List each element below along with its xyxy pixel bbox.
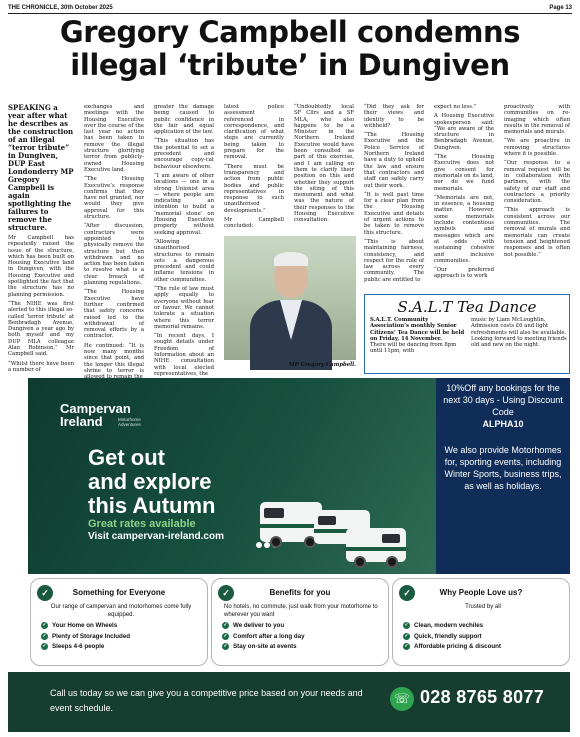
article-paragraph: A Housing Executive spokesperson said: “We are aware of the structure in Benbradagh Avenue, Dungiven. (434, 113, 494, 151)
discount-code: ALPHA10 (482, 419, 524, 429)
feature-item: ✓ Stay on-site at events (222, 642, 382, 653)
ad-headline-line: and explore (88, 469, 212, 494)
offer-description: 10%Off any bookings for the next 30 days - Using Discount Code (443, 383, 563, 417)
feature-item: ✓ Quick, friendly support (403, 632, 563, 643)
article-lead: SPEAKING a year after what he describes as the construction of an illegal “terror tribute” in Dungiven, DUP East Londonderry MP Gregory Campbell is again spotlighting the failures to remove the structure. (8, 103, 74, 232)
publication-name: THE CHRONICLE, 30th October 2025 (8, 5, 113, 11)
offer-text (442, 382, 564, 430)
van-wheel (386, 556, 398, 568)
portrait-photo (224, 236, 356, 360)
article-paragraph: Mr Campbell has repeatedly raised the issue of the structure, which has been built on Housing Executive land in Dungiven, with the Housing Executive and spotlighted the fact that the structure has no planning permission. (8, 235, 74, 298)
article-paragraph: “After discussion, contractors were appointed to physically remove the structure but then withdrawn and no action has been taken to resolve what is a clear breach of planning regulations. (84, 223, 144, 287)
article-paragraph: expect no less.” (434, 104, 477, 110)
ad-rates: Great rates available (88, 518, 196, 530)
check-icon: ✓ (399, 585, 415, 601)
article-column-5 (294, 104, 354, 234)
van-wheel (354, 556, 366, 568)
article-column-7 (434, 104, 494, 292)
salt-title: S.A.L.T Tea Dance (397, 298, 537, 316)
logo-line-2: Ireland (60, 414, 103, 429)
article-paragraph: “It is well past time for a clear plan from the Housing Executive and details of urgent actions to be taken to remove this structure. (364, 191, 424, 236)
article-paragraph: “Whilst there have been a number of (8, 360, 74, 373)
article-paragraph: “We are proactive in removing structures where it is possible. (504, 138, 570, 158)
feature-list (41, 621, 201, 653)
van-stripe (260, 524, 322, 528)
article-paragraph: “The Housing Executive have further confirmed that safety concerns raised led to the withdrawal of removal efforts by a contractor. (84, 289, 144, 340)
offer-services: We also provide Motorhomes for, sporting events, including Winter Sports, business trips, as well as holidays. (444, 445, 562, 491)
logo-tagline: Motorhome Adventures (118, 417, 141, 427)
check-icon: ✓ (37, 585, 53, 601)
article-column-3 (154, 104, 214, 377)
portrait-hair (274, 252, 308, 266)
feature-card-why-people-love-us (392, 578, 570, 666)
article-paragraph: “In recent days, I sought details under Freedom of Information about an NIHE consultation with local elected representatives, the (154, 333, 214, 377)
feature-card-something-for-everyone (30, 578, 208, 666)
article-paragraph: “Memorials are not, in essence, a housing matter. However, some memorials include contentious symbols and messages which are at odds with sustaining cohesive and inclusive communities. (434, 194, 494, 264)
article-paragraph: “The rule of law must apply equally to everyone without fear or favour. We cannot tolerate a situation where this terror memorial remains. (154, 286, 214, 330)
feature-card-intro: Trusted by all (465, 604, 501, 610)
article-paragraph: “Did they ask for their views and identity to be withheld? (364, 104, 424, 129)
salt-text: Looking forward to meeting friends old and new on the night. (471, 335, 567, 349)
campervan-ireland-logo (60, 401, 141, 429)
page-number: Page 13 (549, 5, 572, 11)
salt-tea-dance-box (364, 294, 570, 374)
article-column-6 (364, 104, 424, 292)
footer-call-to-action: Call us today so we can give you a competitive price based on your needs and event schedule. (50, 688, 363, 713)
van-window (318, 516, 336, 525)
campervan-ad-banner (28, 378, 436, 574)
feature-item: ✓ Comfort after a long day (222, 632, 382, 643)
feature-item: ✓ Plenty of Storage Included (41, 632, 201, 643)
feature-item: ✓ We deliver to you (222, 621, 382, 632)
feature-card-benefits (211, 578, 389, 666)
headline-line-1: Gregory Campbell condemns (59, 15, 521, 49)
phone-number[interactable]: 028 8765 8077 (420, 687, 545, 707)
feature-item: ✓ Clean, modern vechiles (403, 621, 563, 632)
salt-text: music by Liam McLoughlin. (471, 317, 546, 323)
article-paragraph: “Our preferred approach is to work (434, 267, 494, 280)
ad-headline-line: Get out (88, 445, 165, 470)
article-paragraph: “This situation has the potential to set a precedent and encourage copy-cat behaviour elsewhere. (154, 138, 214, 170)
article-column-8 (504, 104, 570, 292)
salt-column-right (471, 317, 567, 348)
article-paragraph: “The Housing Executive does not give consent for memorials on its land, nor do we fund memorials. (434, 154, 494, 192)
article-paragraph: “Undoubtedly local SF Cllrs and a SF MLA, who also happens to be a Minister in the Northern Ireland Executive would have been consulted as part of this exercise, and I am calling on them to clarify their position on this and whether they support the siting of this monument and what was the nature of their responses to the Housing Executive consultation. (294, 104, 354, 224)
article-paragraph: greater the damage being caused to public confidence in the fair and equal application of the law. (154, 104, 214, 136)
ad-visit-line (88, 531, 224, 542)
ad-offer-panel (436, 378, 570, 574)
feature-card-title: Why People Love us? (439, 588, 523, 597)
article-paragraph: “The NIHE was first alerted to this illegal so-called ‘terror tribute’ at Benbradagh Avenue, Dungiven a year ago by both myself and my DUP MLA colleague Alan Robinson,” Mr Campbell said. (8, 300, 74, 358)
ad-visit-label: Visit (88, 531, 109, 542)
feature-item: ✓ Your Home on Wheels (41, 621, 201, 632)
photo-caption: MP Gregory Campbell. (288, 362, 356, 368)
feature-card-intro: Our range of campervan and motorhomes come fully equipped. (50, 604, 192, 618)
article-paragraph: latest police assessment referenced in correspondence, and clarification of what steps are currently being taken to prepare for the removal. (224, 104, 284, 161)
article-paragraph: “The Housing Executive and the Police Service of Northern Ireland have a duty to uphold the law and ensure that contractors and staff can safely carry out their work. (364, 132, 424, 189)
article-paragraph: proactively with communities on re-imaging which often results in the removal of memorials and murals. (504, 104, 570, 136)
salt-intro: S.A.L.T. Community Association’s monthly Senior Citizens’ Tea Dance will be held on Friday, 14 November. (370, 317, 465, 342)
social-icon[interactable] (256, 542, 262, 548)
check-icon: ✓ (218, 585, 234, 601)
article-paragraph: “This is about maintaining fairness, consistency, and respect for the rule of law across every community. The public are entitled to (364, 238, 424, 283)
feature-list (403, 621, 563, 653)
van-stripe (346, 547, 406, 551)
ad-footer-bar (8, 672, 570, 732)
feature-list (222, 621, 382, 653)
feature-card-intro: No hotels, no commute, just walk from your motorhome to wherever you want (224, 604, 378, 618)
ad-headline-line: this Autumn (88, 493, 216, 518)
article-paragraph: “There must be transparency and action from public bodies and public representatives in response to such unauthorised developments.” (224, 163, 284, 214)
article-paragraph: “Allowing unauthorised structures to remain sets a dangerous precedent and could inflame tensions in other communities. (154, 238, 214, 283)
salt-text: Admission costs £6 and light refreshments will also be available. (471, 323, 567, 336)
article-paragraph: exchanges and meetings with the Housing Executive over the course of the last year no action has been taken to remove the illegal structure glorifying terror from publicly-owned Housing Executive land. (84, 104, 144, 173)
article-paragraph: “I am aware of other locations — one in a strong Unionist area — where people are indicating an intention to build a ‘memorial stone’ on Housing Executive property without seeking approval. (154, 172, 214, 236)
article-paragraph: “The Housing Executive’s response confirms that they have not granted, nor would they give approval for this structure. (84, 176, 144, 221)
feature-item: ✓ Affordable pricing & discount (403, 642, 563, 653)
article-paragraph: Mr Campbell concluded: (224, 217, 284, 230)
masthead (8, 4, 572, 14)
logo-line-1: Campervan (60, 401, 131, 416)
salt-column-left (370, 317, 466, 355)
ad-website-link[interactable]: campervan-ireland.com (111, 531, 224, 542)
article-paragraph: He continued: “It is now many months since that point, and the longer this illegal shrine to terror is (84, 342, 144, 374)
phone-icon: ☏ (390, 687, 414, 711)
van-window (264, 508, 284, 518)
salt-text: There will be dancing from 8pm until 11pm, with (370, 342, 457, 355)
article-column-4 (224, 104, 284, 234)
article-paragraph: “This approach is consistent across our communities. The removal of murals and memorials can create tension and heightened responses and is often not possible.” (504, 207, 570, 258)
feature-card-title: Something for Everyone (72, 588, 166, 597)
feature-card-title: Benefits for you (269, 588, 331, 597)
van-window (382, 534, 400, 543)
article-paragraph: “Our response to a removal request will be in collaboration with partners, with the safety of our staff and contractors a priority consideration. (504, 160, 570, 205)
article-column-2 (84, 104, 144, 374)
van-wheel (270, 536, 282, 548)
feature-item: ✓ Sleeps 4-6 people (41, 642, 201, 653)
headline (8, 16, 572, 82)
article-column-1 (8, 103, 74, 373)
headline-line-2: illegal ‘tribute’ in Dungiven (70, 48, 510, 82)
ad-headline (88, 446, 216, 518)
